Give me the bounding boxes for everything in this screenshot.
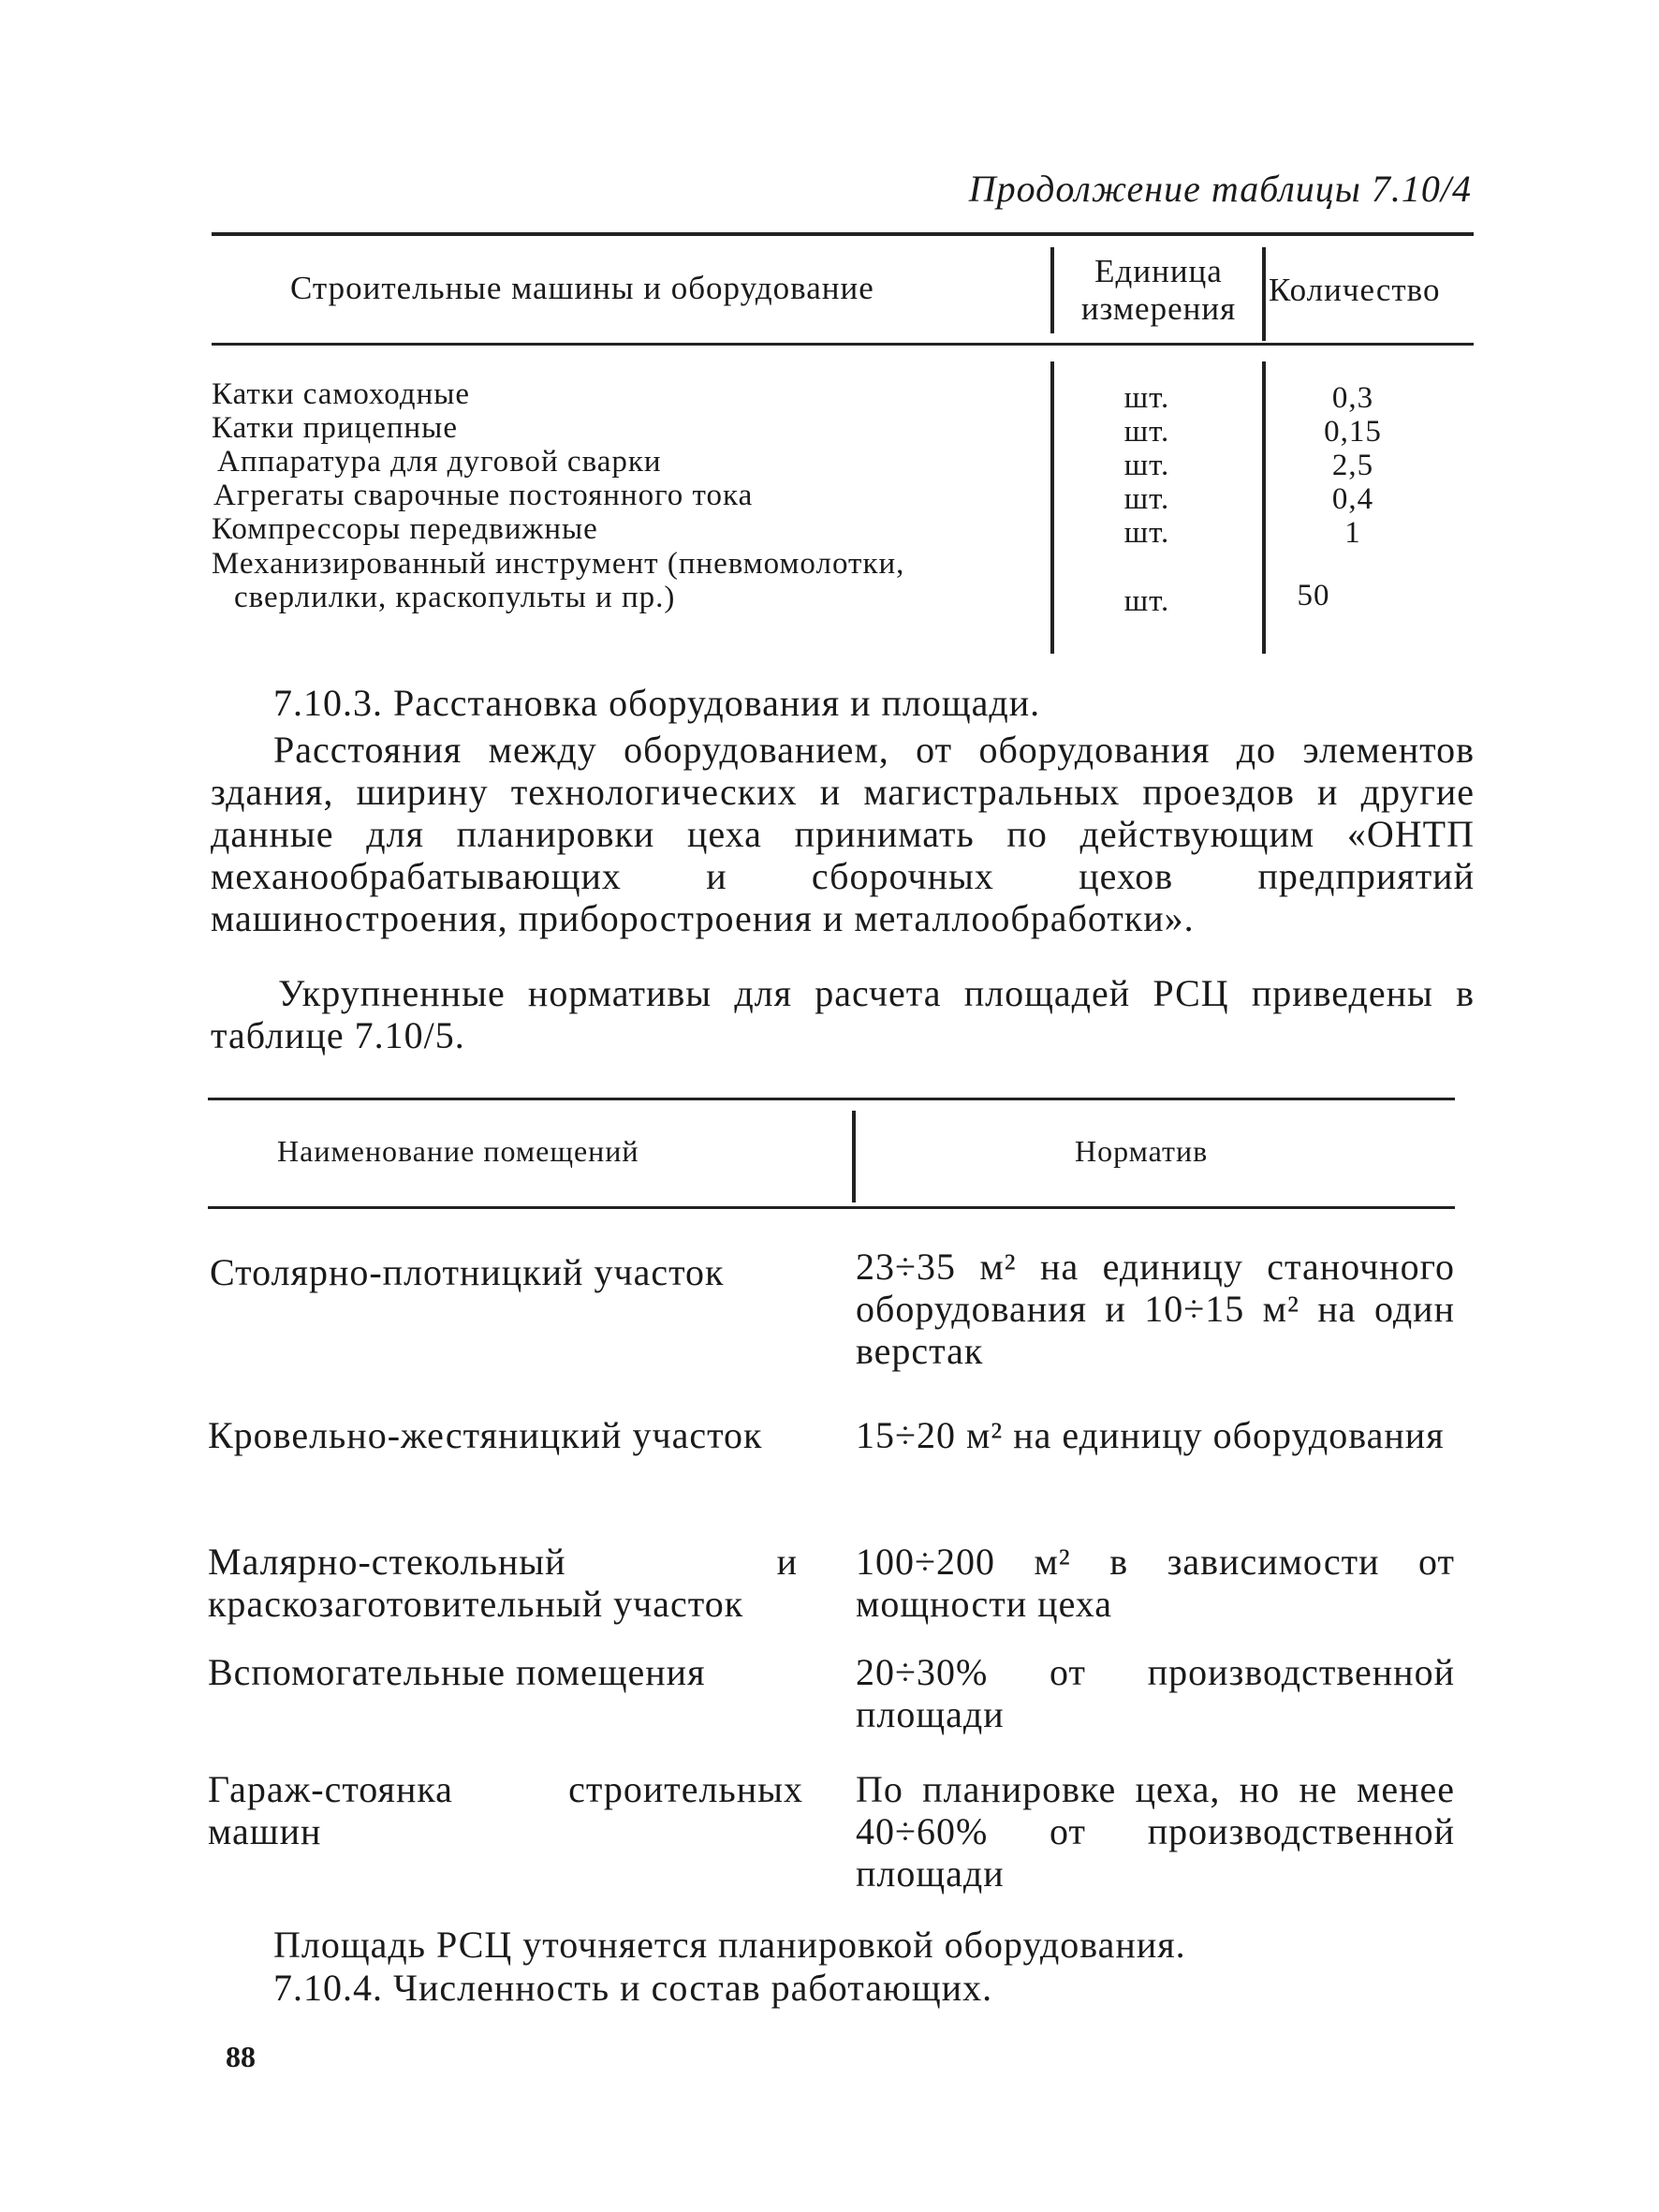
table1-cell-name: Аппаратура для дуговой сварки [217, 445, 662, 479]
table1-header-divider [1050, 247, 1054, 333]
table1-cell-unit: шт. [1123, 584, 1170, 618]
table1-cell-qty: 1 [1344, 516, 1361, 550]
table1-header-qty: Количество [1269, 272, 1441, 308]
table2-cell-name: Гараж-стоянка строительных машин [208, 1768, 803, 1852]
table1-cell-name: сверлилки, краскопульты и пр.) [234, 581, 676, 614]
table1-cell-name: Катки прицепные [212, 411, 458, 445]
table1-column-divider [1050, 361, 1054, 654]
table1-cell-name: Катки самоходные [212, 377, 471, 411]
table2-cell-norm: 20÷30% от производственной площади [856, 1651, 1455, 1735]
table2-cell-name: Кровельно-жестяницкий участок [208, 1414, 763, 1456]
table1-header-rule [212, 343, 1474, 346]
table2-cell-norm: 23÷35 м² на единицу станочного оборудования и 10÷15 м² на один верстак [856, 1246, 1455, 1372]
table2-header-name: Наименование помещений [277, 1134, 639, 1168]
paragraph: Расстояния между оборудованием, от оборудования до элементов здания, ширину технологических и магистральных проездов и другие данные для планировки цеха принимать по действующим «ОНТП механообрабатывающих и сборочных цехов предприятий машиностроения, приборостроения и металлообработки». [211, 729, 1475, 939]
table1-cell-unit: шт. [1123, 449, 1170, 482]
section-heading: 7.10.4. Численность и состав работающих. [273, 1967, 993, 2009]
section-heading: 7.10.3. Расстановка оборудования и площади. [273, 682, 1041, 724]
table2-cell-name: Малярно-стекольный и краскозаготовительный участок [208, 1541, 798, 1625]
table1-cell-unit: шт. [1123, 381, 1170, 415]
table2-top-rule [208, 1098, 1455, 1100]
table1-cell-qty: 50 [1297, 579, 1330, 612]
table1-header-name: Строительные машины и оборудование [290, 270, 874, 306]
table1-cell-name: Компрессоры передвижные [212, 512, 598, 546]
table2-header-divider [852, 1111, 856, 1202]
paragraph: Площадь РСЦ уточняется планировкой оборудования. [273, 1924, 1186, 1966]
table2-cell-norm: 15÷20 м² на единицу оборудования [856, 1414, 1445, 1456]
paragraph: Укрупненные нормативы для расчета площадей РСЦ приведены в таблице 7.10/5. [211, 972, 1475, 1056]
table1-cell-unit: шт. [1123, 415, 1170, 449]
table2-header-norm: Норматив [1075, 1134, 1209, 1168]
table1-cell-qty: 0,4 [1331, 482, 1374, 516]
table1-cell-qty: 2,5 [1331, 449, 1374, 482]
table2-cell-norm: По планировке цеха, но не менее 40÷60% от производственной площади [856, 1768, 1455, 1895]
table2-cell-name: Вспомогательные помещения [208, 1651, 706, 1693]
table2-header-rule [208, 1206, 1455, 1209]
table1-header-unit: Единица измерения [1080, 253, 1237, 327]
table1-header-divider [1262, 247, 1266, 341]
table1-cell-unit: шт. [1123, 516, 1170, 550]
table1-top-rule [212, 232, 1474, 236]
table1-cell-qty: 0,15 [1324, 415, 1382, 449]
table1-cell-unit: шт. [1123, 482, 1170, 516]
table2-cell-norm: 100÷200 м² в зависимости от мощности цеха [856, 1541, 1455, 1625]
table1-cell-qty: 0,3 [1331, 381, 1374, 415]
table2-cell-name: Столярно-плотницкий участок [210, 1251, 725, 1293]
page-number: 88 [226, 2040, 256, 2073]
table-continuation-caption: Продолжение таблицы 7.10/4 [968, 168, 1472, 210]
table1-cell-name: Механизированный инструмент (пневмомолотки, [212, 547, 905, 581]
table1-cell-name: Агрегаты сварочные постоянного тока [213, 479, 754, 512]
